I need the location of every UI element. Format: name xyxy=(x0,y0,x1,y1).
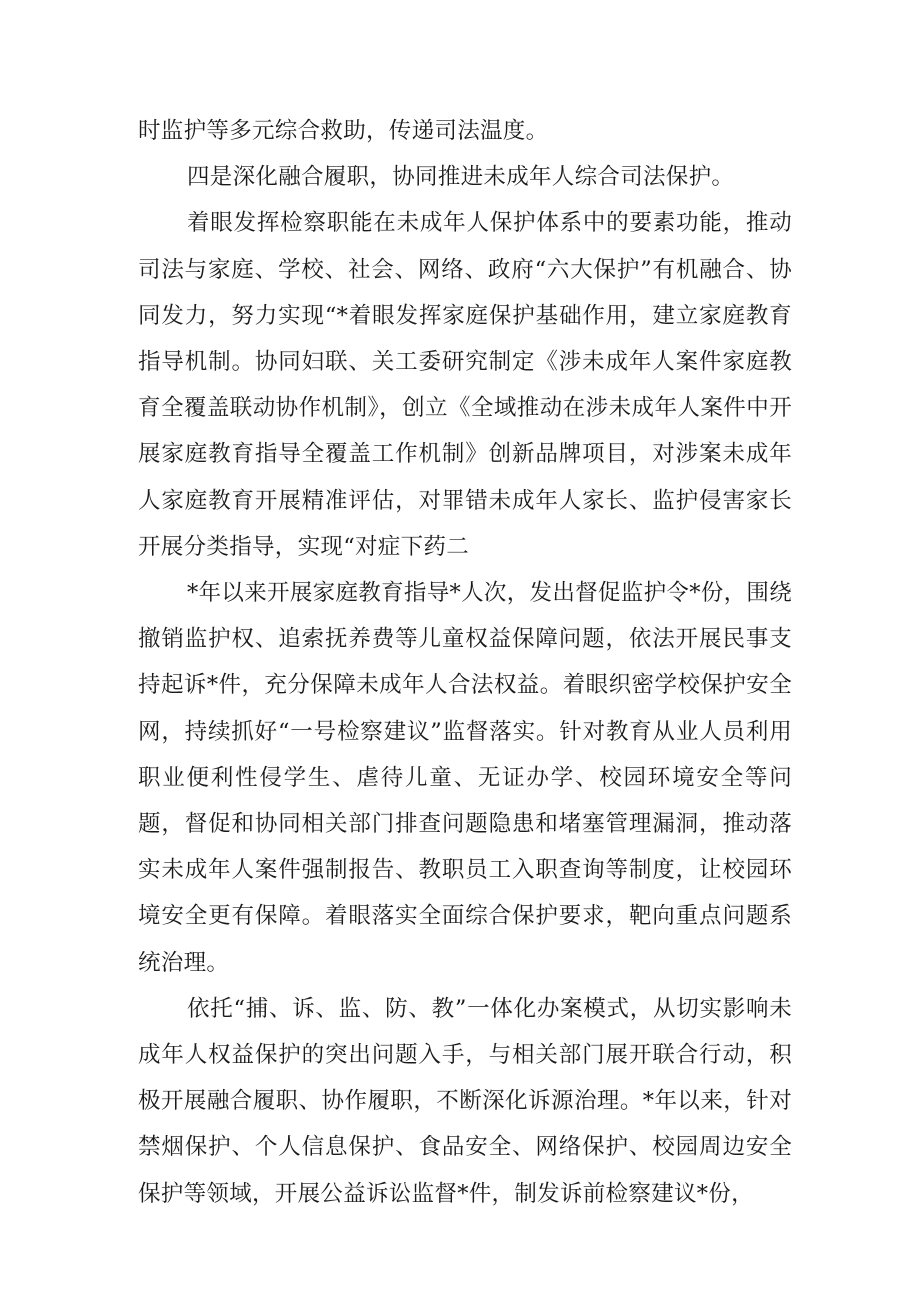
paragraph-continuation: 时监护等多元综合救助，传递司法温度。 xyxy=(138,118,549,144)
paragraph-family-protection: 着眼发挥检察职能在未成年人保护体系中的要素功能，推动司法与家庭、学校、社会、网络、政府“六大保护”有机融合、协同发力，努力实现“*着眼发挥家庭保护基础作用，建立家庭教育指导机制。协同妇联、关工委研究制定《涉未成年人案件家庭教育全覆盖联动协作机制》，创立《全域推动在涉未成年人案件中开展家庭教育指导全覆盖工作机制》创新品牌项目，对涉案未成年人家庭教育开展精准评估，对罪错未成年人家长、监护侵害家长开展分类指导，实现“对症下药二 xyxy=(138,210,792,560)
paragraph-school-protection: *年以来开展家庭教育指导*人次，发出督促监护令*份，围绕撤销监护权、追索抚养费等儿童权益保障问题，依法开展民事支持起诉*件，充分保障未成年人合法权益。着眼织密学校保护安全网，持续抓好“一号检察建议”监督落实。针对教育从业人员利用职业便利性侵学生、虐待儿童、无证办学、校园环境安全等问题，督促和协同相关部门排查问题隐患和堵塞管理漏洞，推动落实未成年人案件强制报告、教职员工入职查询等制度，让校园环境安全更有保障。着眼落实全面综合保护要求，靶向重点问题系统治理。 xyxy=(138,580,792,976)
document-body xyxy=(138,108,792,1217)
paragraph-joint-action: 依托“捕、诉、监、防、教”一体化办案模式，从切实影响未成年人权益保护的突出问题入手，与相关部门展开联合行动，积极开展融合履职、协作履职，不断深化诉源治理。*年以来，针对禁烟保护、个人信息保护、食品安全、网络保护、校园周边安全保护等领域，开展公益诉讼监督*件，制发诉前检察建议*份， xyxy=(138,995,792,1207)
section-heading: 四是深化融合履职，协同推进未成年人综合司法保护。 xyxy=(187,164,735,191)
